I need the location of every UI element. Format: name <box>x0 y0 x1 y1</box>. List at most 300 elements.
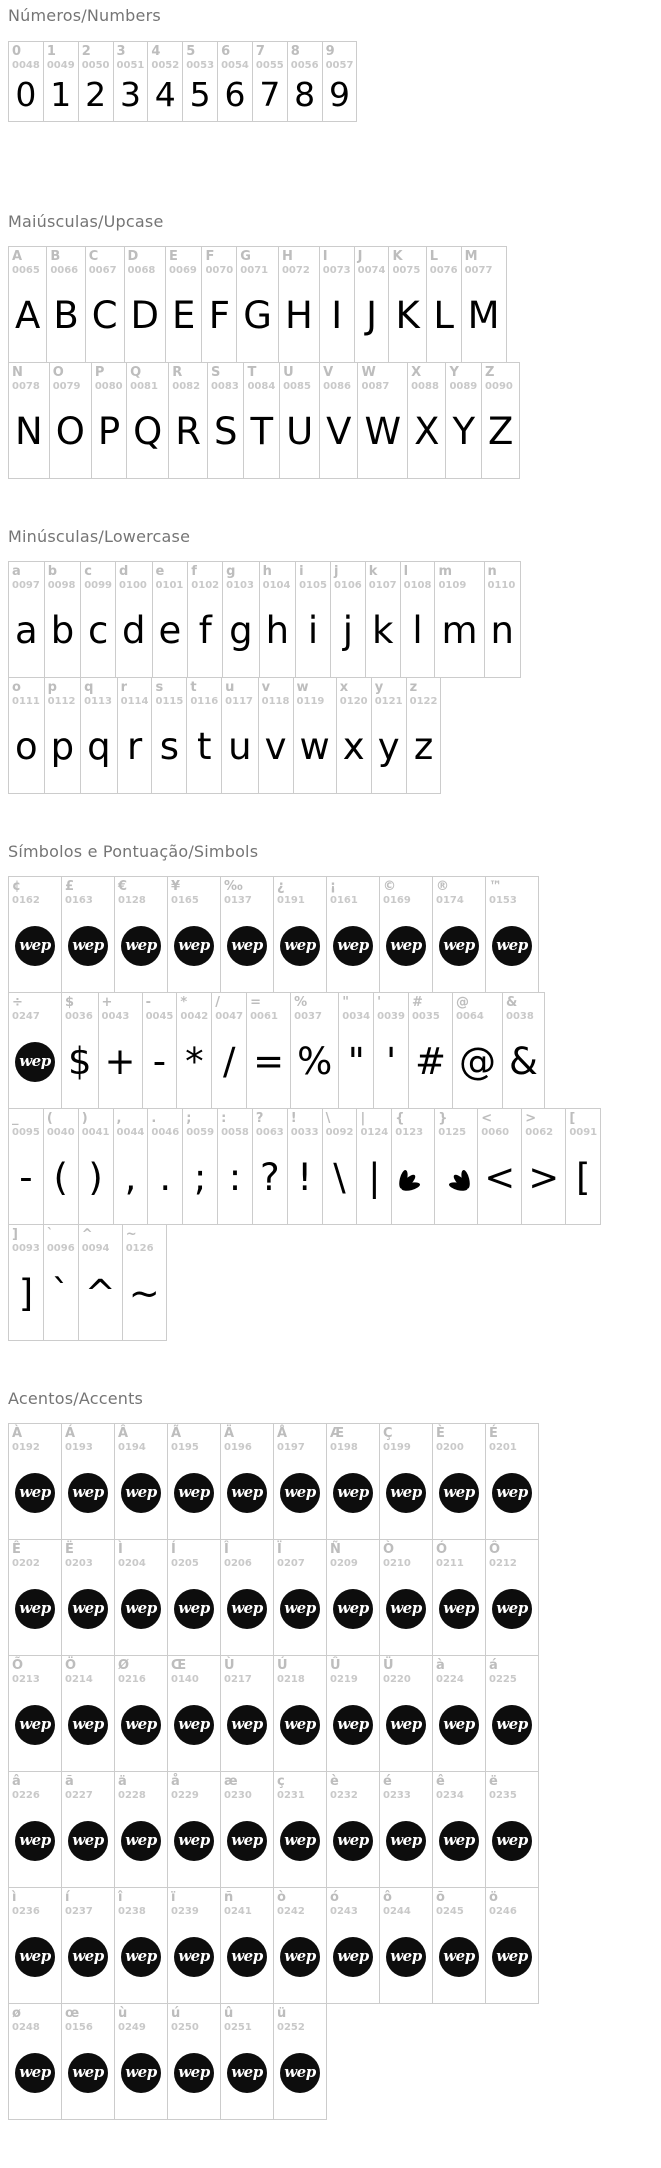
glyph: o <box>15 725 38 768</box>
wep-badge-circle: wep <box>121 1589 161 1629</box>
glyph: P <box>97 410 121 453</box>
char-cell <box>220 1887 274 2004</box>
ref-char: Y <box>449 365 459 380</box>
ref-char: A <box>12 249 23 264</box>
char-cell <box>273 1655 327 1772</box>
char-cell <box>220 1771 274 1888</box>
char-cell <box>8 1423 62 1540</box>
section-uppercase <box>8 212 661 479</box>
char-code: 0072 <box>281 265 310 276</box>
ref-char: Õ <box>12 1658 24 1673</box>
wep-badge-circle: wep <box>333 926 373 966</box>
char-code: 0114 <box>120 696 149 707</box>
char-code: 0068 <box>127 265 156 276</box>
char-code: 0193 <box>65 1442 93 1453</box>
wep-badge-circle: wep <box>280 1937 320 1977</box>
char-code: 0230 <box>224 1790 252 1801</box>
wep-badge-circle: wep <box>386 1589 426 1629</box>
wep-badge-circle: wep <box>333 1937 373 1977</box>
glyph: k <box>371 609 394 652</box>
char-cell <box>322 41 358 122</box>
wep-badge <box>274 907 326 992</box>
char-cell <box>91 362 127 479</box>
char-cell <box>220 1655 274 1772</box>
glyph: # <box>414 1040 446 1083</box>
char-cell <box>187 561 223 678</box>
char-code: 0156 <box>65 2022 93 2033</box>
char-cell <box>168 362 208 479</box>
glyph: q <box>87 725 111 768</box>
charmap-grid <box>8 41 357 122</box>
char-code: 0088 <box>411 381 439 392</box>
char-cell <box>243 362 280 479</box>
glyph: Q <box>133 410 163 453</box>
glyph: s <box>159 725 180 768</box>
char-cell <box>432 1655 486 1772</box>
char-cell <box>167 876 221 993</box>
ref-char: L <box>429 249 439 264</box>
char-code: 0217 <box>224 1674 252 1685</box>
char-code: 0033 <box>290 1127 319 1138</box>
ref-char: œ <box>65 2006 80 2021</box>
char-code: 0211 <box>436 1558 464 1569</box>
ref-char: # <box>411 995 423 1010</box>
char-code: 0046 <box>151 1127 180 1138</box>
char-code: 0066 <box>50 265 79 276</box>
glyph: M <box>467 294 500 337</box>
ref-char: e <box>155 564 165 579</box>
char-code: 0245 <box>436 1906 464 1917</box>
wep-badge-circle: wep <box>121 1937 161 1977</box>
leaf-ornament-icon <box>441 1164 471 1192</box>
char-cell <box>319 362 358 479</box>
char-code: 0058 <box>221 1127 249 1138</box>
char-cell <box>258 677 294 794</box>
char-code: 0210 <box>383 1558 411 1569</box>
wep-badge-circle: wep <box>15 1821 55 1861</box>
glyph: 2 <box>85 75 107 114</box>
char-cell <box>426 246 462 363</box>
char-code: 0202 <box>12 1558 40 1569</box>
char-code: 0053 <box>186 60 215 71</box>
wep-badge <box>9 907 61 992</box>
wep-badge-circle: wep <box>333 1589 373 1629</box>
char-cell <box>481 362 520 479</box>
glyph: [ <box>576 1156 591 1199</box>
glyph: 0 <box>15 75 37 114</box>
char-code: 0095 <box>12 1127 40 1138</box>
wep-badge-circle: wep <box>121 2053 161 2093</box>
charmap-sections <box>8 6 661 2120</box>
char-cell <box>432 1771 486 1888</box>
char-cell <box>114 1655 168 1772</box>
ref-char: Ï <box>277 1542 282 1557</box>
ref-char: t <box>190 680 197 695</box>
ref-char: ò <box>277 1890 286 1905</box>
charmap-row <box>8 1655 539 1772</box>
ref-char: U <box>283 365 294 380</box>
ref-char: : <box>221 1111 227 1126</box>
char-code: 0091 <box>569 1127 598 1138</box>
ref-char: û <box>224 2006 234 2021</box>
ref-char: Z <box>485 365 495 380</box>
char-cell <box>167 2003 221 2120</box>
char-cell <box>126 362 169 479</box>
wep-badge-circle: wep <box>227 1473 267 1513</box>
char-cell <box>222 561 260 678</box>
char-code: 0096 <box>46 1243 75 1254</box>
char-code: 0109 <box>438 580 467 591</box>
char-code: 0051 <box>116 60 145 71</box>
ref-char: Æ <box>330 1426 345 1441</box>
wep-badge <box>327 1918 379 2003</box>
char-code: 0174 <box>436 895 464 906</box>
char-cell <box>434 561 484 678</box>
ref-char: ^ <box>81 1227 93 1242</box>
ref-char: î <box>118 1890 123 1905</box>
glyph: 8 <box>294 75 316 114</box>
char-code: 0232 <box>330 1790 358 1801</box>
char-cell <box>407 362 446 479</box>
glyph: 6 <box>224 75 246 114</box>
wep-badge <box>168 1454 220 1539</box>
wep-badge <box>221 1802 273 1887</box>
char-code: 0121 <box>374 696 403 707</box>
char-cell <box>354 246 390 363</box>
char-code: 0100 <box>119 580 147 591</box>
ref-char: n <box>487 564 497 579</box>
char-code: 0239 <box>171 1906 199 1917</box>
char-code: 0140 <box>171 1674 199 1685</box>
ref-char: h <box>262 564 272 579</box>
ref-char: " <box>342 995 350 1010</box>
glyph: H <box>284 294 313 337</box>
wep-badge <box>221 1454 273 1539</box>
glyph: r <box>126 725 143 768</box>
wep-badge-circle: wep <box>68 1705 108 1745</box>
wep-badge <box>274 1802 326 1887</box>
char-code: 0098 <box>47 580 76 591</box>
ref-char: ü <box>277 2006 287 2021</box>
char-cell <box>485 1655 539 1772</box>
ref-char: C <box>88 249 99 264</box>
ref-char: X <box>411 365 422 380</box>
section-title-accents: Acentos/Accents <box>8 1389 144 1408</box>
wep-badge <box>115 2034 167 2119</box>
char-code: 0071 <box>240 265 269 276</box>
char-code: 0120 <box>339 696 368 707</box>
char-cell <box>502 992 545 1109</box>
ref-char: + <box>101 995 113 1010</box>
ref-char: ú <box>171 2006 181 2021</box>
wep-badge-circle: wep <box>492 1473 532 1513</box>
glyph: ? <box>260 1156 280 1199</box>
wep-badge <box>274 1570 326 1655</box>
char-code: 0101 <box>155 580 184 591</box>
glyph: 3 <box>119 75 141 114</box>
char-code: 0165 <box>171 895 199 906</box>
char-code: 0242 <box>277 1906 305 1917</box>
char-cell <box>124 246 167 363</box>
char-code: 0111 <box>12 696 40 707</box>
ref-char: 8 <box>290 44 300 59</box>
char-cell <box>122 1224 167 1341</box>
ref-char: ( <box>46 1111 53 1126</box>
glyph: - <box>19 1156 33 1199</box>
char-cell <box>201 246 237 363</box>
glyph: Z <box>488 410 514 453</box>
char-code: 0037 <box>294 1011 322 1022</box>
wep-badge <box>486 1802 538 1887</box>
ref-char: ô <box>383 1890 392 1905</box>
ref-char: Ã <box>171 1426 182 1441</box>
char-cell <box>406 677 442 794</box>
char-cell <box>279 362 320 479</box>
glyph: b <box>50 609 75 652</box>
char-code: 0214 <box>65 1674 93 1685</box>
wep-badge-circle: wep <box>227 2053 267 2093</box>
char-code: 0116 <box>190 696 219 707</box>
glyph: g <box>229 609 253 652</box>
char-code: 0035 <box>411 1011 440 1022</box>
ref-char: N <box>12 365 23 380</box>
ref-char: o <box>12 680 21 695</box>
wep-badge-circle: wep <box>439 1473 479 1513</box>
wep-badge <box>9 1686 61 1771</box>
char-code: 0118 <box>261 696 290 707</box>
wep-badge <box>380 1918 432 2003</box>
ref-char: \ <box>325 1111 331 1126</box>
char-cell <box>61 1423 115 1540</box>
char-code: 0125 <box>438 1127 467 1138</box>
charmap-row <box>8 2003 539 2120</box>
ref-char: r <box>120 680 128 695</box>
ref-char: _ <box>12 1111 19 1126</box>
char-code: 0126 <box>125 1243 154 1254</box>
char-cell <box>182 41 218 122</box>
glyph: , <box>124 1156 137 1199</box>
char-cell <box>326 876 380 993</box>
ref-char: G <box>240 249 251 264</box>
glyph: x <box>342 725 365 768</box>
char-code: 0122 <box>409 696 438 707</box>
wep-badge <box>115 1686 167 1771</box>
wep-badge-circle: wep <box>68 2053 108 2093</box>
wep-badge-circle: wep <box>68 1937 108 1977</box>
wep-badge-circle: wep <box>121 1821 161 1861</box>
char-cell <box>117 677 153 794</box>
char-cell <box>259 561 296 678</box>
char-cell <box>43 1108 79 1225</box>
char-cell <box>388 246 426 363</box>
char-cell <box>379 876 433 993</box>
char-code: 0061 <box>250 1011 278 1022</box>
ref-char: Ö <box>65 1658 77 1673</box>
char-code: 0115 <box>155 696 184 707</box>
charmap-row <box>8 41 357 122</box>
glyph: E <box>172 294 196 337</box>
ref-char: È <box>436 1426 445 1441</box>
char-cell <box>85 246 125 363</box>
wep-badge-circle: wep <box>68 1473 108 1513</box>
wep-badge <box>62 1802 114 1887</box>
wep-badge-circle: wep <box>121 926 161 966</box>
wep-badge-circle: wep <box>68 1821 108 1861</box>
wep-badge-circle: wep <box>68 1589 108 1629</box>
glyph: h <box>265 609 290 652</box>
char-code: 0044 <box>116 1127 145 1138</box>
char-code: 0228 <box>118 1790 146 1801</box>
ref-char: Ô <box>489 1542 501 1557</box>
wep-badge-circle: wep <box>174 1937 214 1977</box>
glyph: + <box>104 1040 136 1083</box>
ref-char: Ø <box>118 1658 130 1673</box>
ref-char: , <box>116 1111 122 1126</box>
char-code: 0236 <box>12 1906 40 1917</box>
char-code: 0153 <box>489 895 517 906</box>
wep-badge-circle: wep <box>333 1473 373 1513</box>
ref-char: 9 <box>325 44 335 59</box>
wep-badge-circle: wep <box>121 1473 161 1513</box>
wep-badge <box>433 1802 485 1887</box>
wep-badge-circle: wep <box>439 1589 479 1629</box>
char-code: 0209 <box>330 1558 358 1569</box>
wep-badge-circle: wep <box>386 1821 426 1861</box>
wep-badge-circle: wep <box>386 1937 426 1977</box>
wep-badge <box>433 1570 485 1655</box>
ref-char: ~ <box>125 1227 137 1242</box>
char-cell <box>211 992 247 1109</box>
char-cell <box>61 876 115 993</box>
char-code: 0099 <box>84 580 113 591</box>
ref-char: | <box>360 1111 366 1126</box>
ref-char: S <box>210 365 221 380</box>
char-code: 0073 <box>322 265 351 276</box>
ref-char: â <box>12 1774 21 1789</box>
char-code: 0108 <box>403 580 432 591</box>
glyph: ! <box>297 1156 313 1199</box>
wep-badge <box>115 907 167 992</box>
ref-char: $ <box>65 995 75 1010</box>
char-cell <box>220 2003 274 2120</box>
ref-char: > <box>525 1111 537 1126</box>
wep-badge-circle: wep <box>15 1042 55 1082</box>
char-cell <box>207 362 245 479</box>
char-cell <box>319 246 355 363</box>
char-cell <box>114 1539 168 1656</box>
wep-badge-circle: wep <box>121 1705 161 1745</box>
ref-char: ! <box>290 1111 297 1126</box>
wep-badge-circle: wep <box>15 1473 55 1513</box>
char-cell <box>485 1887 539 2004</box>
char-cell <box>432 876 486 993</box>
wep-badge <box>486 1454 538 1539</box>
ref-char: J <box>357 249 363 264</box>
ref-char: ä <box>118 1774 127 1789</box>
char-cell <box>461 246 507 363</box>
ref-char: = <box>250 995 261 1010</box>
wep-badge-circle: wep <box>174 926 214 966</box>
wep-badge <box>327 1686 379 1771</box>
ref-char: Ë <box>65 1542 74 1557</box>
ref-char: ® <box>436 879 449 894</box>
char-code: 0248 <box>12 2022 40 2033</box>
glyph: y <box>377 725 400 768</box>
wep-badge-circle: wep <box>439 926 479 966</box>
wep-badge-circle: wep <box>280 1473 320 1513</box>
ref-char: O <box>52 365 64 380</box>
glyph: ] <box>18 1272 34 1315</box>
char-cell <box>220 1423 274 1540</box>
char-code: 0249 <box>118 2022 146 2033</box>
wep-badge <box>486 907 538 992</box>
char-cell <box>114 1887 168 2004</box>
char-cell <box>61 1539 115 1656</box>
char-code: 0250 <box>171 2022 199 2033</box>
glyph: ^ <box>84 1272 116 1315</box>
char-cell <box>217 41 253 122</box>
wep-badge-circle: wep <box>15 926 55 966</box>
ref-char: å <box>171 1774 180 1789</box>
char-code: 0198 <box>330 1442 358 1453</box>
charmap-row <box>8 677 521 794</box>
char-code: 0243 <box>330 1906 358 1917</box>
ref-char: E <box>169 249 178 264</box>
char-cell <box>293 677 337 794</box>
char-cell <box>8 41 44 122</box>
char-cell <box>8 1224 44 1341</box>
char-code: 0036 <box>65 1011 93 1022</box>
ref-char: V <box>323 365 334 380</box>
wep-badge-circle: wep <box>174 1705 214 1745</box>
ref-char: © <box>383 879 396 894</box>
char-code: 0123 <box>395 1127 424 1138</box>
glyph: L <box>433 294 454 337</box>
glyph: f <box>198 609 212 652</box>
char-code: 0195 <box>171 1442 199 1453</box>
char-code: 0224 <box>436 1674 464 1685</box>
wep-badge <box>115 1454 167 1539</box>
wep-badge <box>380 1802 432 1887</box>
glyph: ( <box>53 1156 68 1199</box>
glyph: \ <box>333 1156 346 1199</box>
wep-badge-circle: wep <box>386 1473 426 1513</box>
ref-char: ñ <box>224 1890 234 1905</box>
char-cell <box>167 1771 221 1888</box>
wep-badge-circle: wep <box>174 1473 214 1513</box>
char-cell <box>434 1108 478 1225</box>
glyph: < <box>484 1156 516 1199</box>
ref-char: æ <box>224 1774 238 1789</box>
char-cell <box>113 1108 149 1225</box>
char-cell <box>8 1655 62 1772</box>
glyph: U <box>286 410 314 453</box>
char-cell <box>273 876 327 993</box>
ref-char: £ <box>65 879 75 894</box>
ref-char: ê <box>436 1774 445 1789</box>
glyph: . <box>159 1156 172 1199</box>
ref-char: R <box>172 365 183 380</box>
char-cell <box>80 677 118 794</box>
char-code: 0252 <box>277 2022 305 2033</box>
wep-badge <box>62 907 114 992</box>
char-code: 0137 <box>224 895 252 906</box>
glyph: 4 <box>154 75 176 114</box>
glyph: F <box>208 294 230 337</box>
wep-badge-circle: wep <box>439 1937 479 1977</box>
char-code: 0080 <box>94 381 123 392</box>
wep-badge <box>168 1918 220 2003</box>
